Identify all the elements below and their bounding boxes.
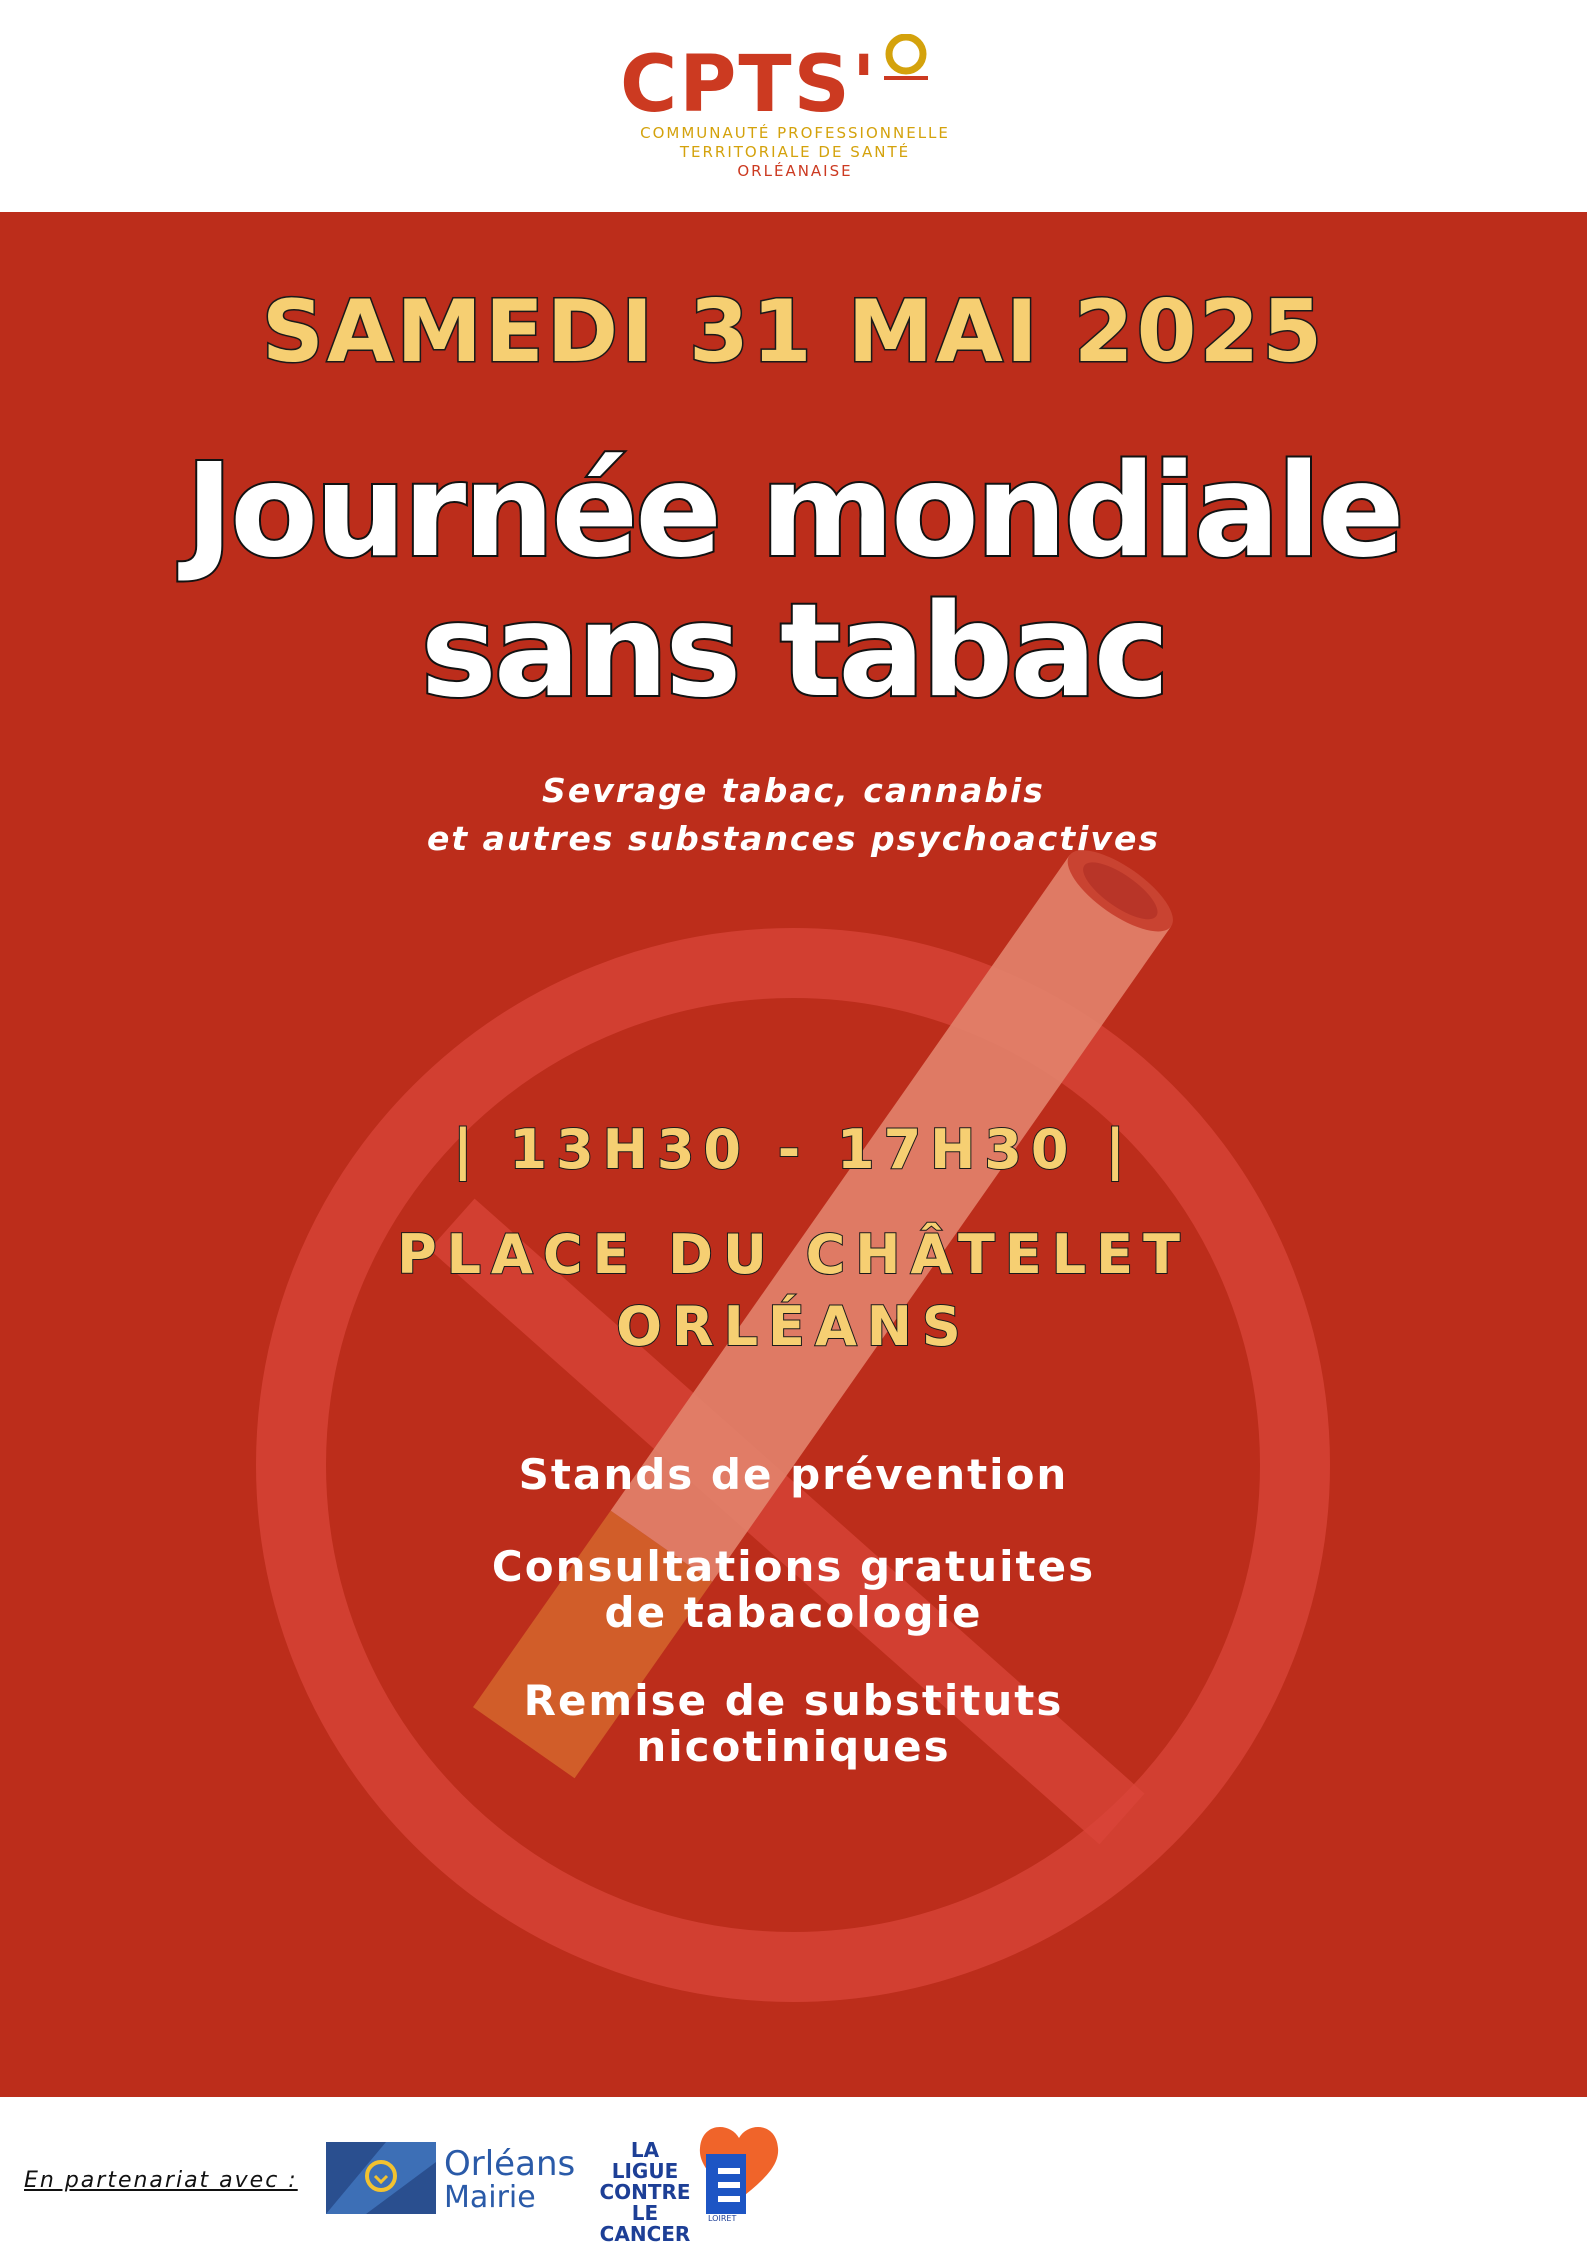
event-title-line: Journée mondiale <box>185 437 1402 586</box>
partner-label: En partenariat avec : <box>24 2168 298 2193</box>
cpts-logo-o-icon <box>882 34 930 82</box>
cpts-logo <box>620 40 980 130</box>
orleans-mairie-logo-icon <box>326 2142 436 2214</box>
event-subtitle-line: Sevrage tabac, cannabis <box>542 771 1045 810</box>
activity-item: Consultations gratuites <box>491 1542 1096 1591</box>
ligue-heart-icon <box>696 2124 782 2216</box>
ligue-line: LA LIGUE <box>611 2138 679 2183</box>
orleans-name: Orléans <box>444 2144 576 2184</box>
ligue-contre-le-cancer-logo <box>596 2140 694 2245</box>
logo-subtitle-line: COMMUNAUTÉ PROFESSIONNELLE <box>640 124 950 142</box>
event-panel <box>0 212 1587 2097</box>
activity-item: nicotiniques <box>636 1722 951 1771</box>
event-date: SAMEDI 31 MAI 2025 <box>261 282 1326 382</box>
event-place-line: PLACE DU CHÂTELET <box>397 1223 1190 1286</box>
logo-subtitle-line: ORLÉANAISE <box>737 162 853 180</box>
orleans-mairie: Mairie <box>444 2180 536 2215</box>
ligue-line: CONTRE <box>599 2180 691 2204</box>
activity-item: Remise de substituts <box>523 1676 1064 1725</box>
activity-item: de tabacologie <box>604 1588 983 1637</box>
header <box>0 0 1587 212</box>
event-title-line: sans tabac <box>420 577 1167 726</box>
event-place-line: ORLÉANS <box>616 1295 971 1358</box>
ligue-region: LOIRET <box>708 2214 737 2223</box>
ligue-line: LE CANCER <box>599 2201 691 2246</box>
logo-subtitle-line: TERRITORIALE DE SANTÉ <box>679 143 911 161</box>
activity-item: Stands de prévention <box>518 1450 1069 1499</box>
event-hours: | 13H30 - 17H30 | <box>452 1118 1135 1181</box>
event-subtitle-line: et autres substances psychoactives <box>427 819 1160 858</box>
cpts-logo-text: CPTS' <box>620 40 878 130</box>
